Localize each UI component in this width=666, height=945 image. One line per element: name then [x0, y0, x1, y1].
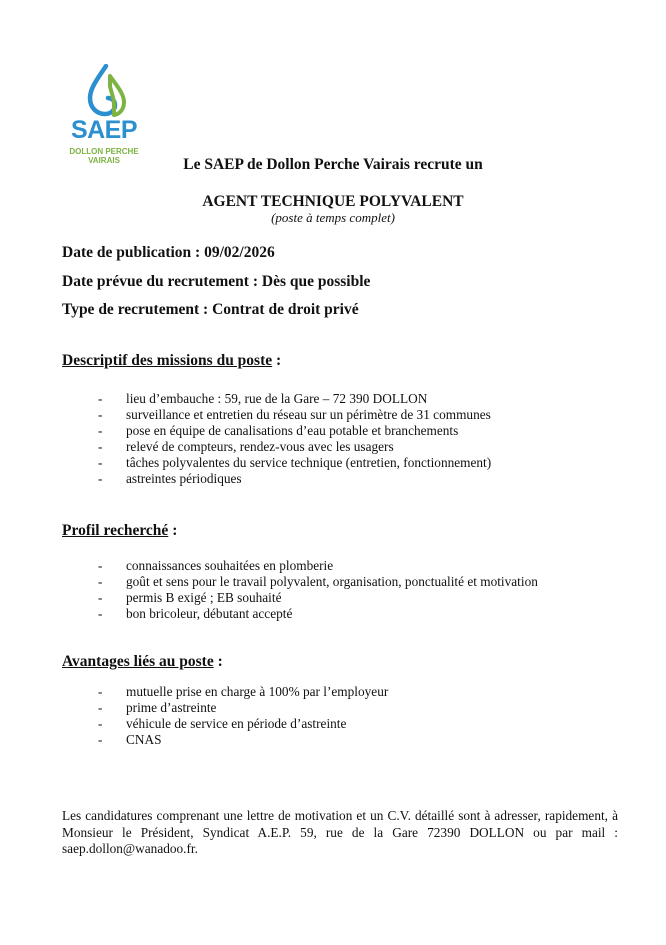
list-item-text: tâches polyvalentes du service technique (entretien, fonctionnement)	[126, 455, 492, 470]
dash-bullet: -	[98, 423, 103, 438]
list-item	[98, 574, 538, 590]
list-item	[98, 590, 538, 606]
list-item	[98, 423, 491, 439]
dash-bullet: -	[98, 590, 103, 605]
meta-value: Contrat de droit privé	[212, 301, 359, 318]
list-item	[98, 558, 538, 574]
dash-bullet: -	[98, 455, 103, 470]
recruitment-type	[62, 301, 359, 319]
section-title-profile	[62, 522, 177, 540]
list-item-text: surveillance et entretien du réseau sur un périmètre de 31 communes	[126, 407, 491, 422]
meta-value: 09/02/2026	[204, 244, 275, 261]
meta-label: Date prévue du recrutement :	[62, 273, 262, 290]
list-item-text: prime d’astreinte	[126, 700, 217, 715]
logo-subtitle-line2: VAIRAIS	[88, 156, 120, 165]
list-item-text: mutuelle prise en charge à 100% par l’employeur	[126, 684, 389, 699]
intro-line: Le SAEP de Dollon Perche Vairais recrute un	[183, 156, 483, 173]
list-item-text: permis B exigé ; EB souhaité	[126, 590, 282, 605]
list-item	[98, 407, 491, 423]
dash-bullet: -	[98, 471, 103, 486]
dash-bullet: -	[98, 407, 103, 422]
list-item-text: pose en équipe de canalisations d’eau potable et branchements	[126, 423, 459, 438]
dash-bullet: -	[98, 558, 103, 573]
list-item-text: goût et sens pour le travail polyvalent, organisation, ponctualité et motivation	[126, 574, 538, 589]
job-title: AGENT TECHNIQUE POLYVALENT	[202, 193, 464, 210]
footer-end: .	[194, 841, 198, 856]
application-instructions	[62, 808, 618, 858]
section-title-missions	[62, 352, 281, 370]
section-heading: Profil recherché	[62, 522, 169, 539]
list-item	[98, 391, 491, 407]
list-item	[98, 684, 388, 700]
saep-logo	[60, 64, 148, 164]
list-item	[98, 471, 491, 487]
list-item-text: connaissances souhaitées en plomberie	[126, 558, 334, 573]
section-heading-suffix: :	[213, 653, 223, 670]
recruitment-date	[62, 273, 370, 291]
meta-label: Type de recrutement :	[62, 301, 213, 318]
meta-label: Date de publication :	[62, 244, 205, 261]
logo-subtitle-line1: DOLLON PERCHE	[69, 147, 139, 156]
water-drop-icon	[84, 64, 128, 118]
list-item-text: CNAS	[126, 732, 162, 747]
dash-bullet: -	[98, 439, 103, 454]
dash-bullet: -	[98, 574, 103, 589]
dash-bullet: -	[98, 716, 103, 731]
list-item	[98, 439, 491, 455]
dash-bullet: -	[98, 684, 103, 699]
missions-list	[98, 391, 491, 487]
section-heading-suffix: :	[168, 522, 178, 539]
list-item-text: véhicule de service en période d’astreinte	[126, 716, 347, 731]
job-subtitle: (poste à temps complet)	[271, 210, 395, 225]
benefits-list	[98, 684, 388, 748]
section-heading: Descriptif des missions du poste	[62, 352, 273, 369]
section-heading: Avantages liés au poste	[62, 653, 214, 670]
list-item	[98, 732, 388, 748]
list-item	[98, 716, 388, 732]
footer-text: Les candidatures comprenant une lettre de motivation et un C.V. détaillé sont à adresser, rapidement, à Monsieur le Président, Syndicat A.E.P. 59, rue de la Gare 72390 DOLLON ou par mail :	[62, 808, 618, 840]
list-item	[98, 455, 491, 471]
contact-email[interactable]: saep.dollon@wanadoo.fr	[62, 841, 195, 856]
list-item-text: lieu d’embauche : 59, rue de la Gare – 72 390 DOLLON	[126, 391, 428, 406]
publication-date	[62, 244, 275, 262]
section-title-benefits	[62, 653, 223, 671]
dash-bullet: -	[98, 606, 103, 621]
list-item-text: relevé de compteurs, rendez-vous avec les usagers	[126, 439, 394, 454]
list-item-text: bon bricoleur, débutant accepté	[126, 606, 293, 621]
list-item	[98, 700, 388, 716]
dash-bullet: -	[98, 391, 103, 406]
dash-bullet: -	[98, 732, 103, 747]
logo-wordmark: SAEP	[70, 116, 138, 144]
section-heading-suffix: :	[272, 352, 282, 369]
dash-bullet: -	[98, 700, 103, 715]
list-item-text: astreintes périodiques	[126, 471, 242, 486]
meta-value: Dès que possible	[261, 273, 371, 290]
list-item	[98, 606, 538, 622]
profile-list	[98, 558, 538, 622]
